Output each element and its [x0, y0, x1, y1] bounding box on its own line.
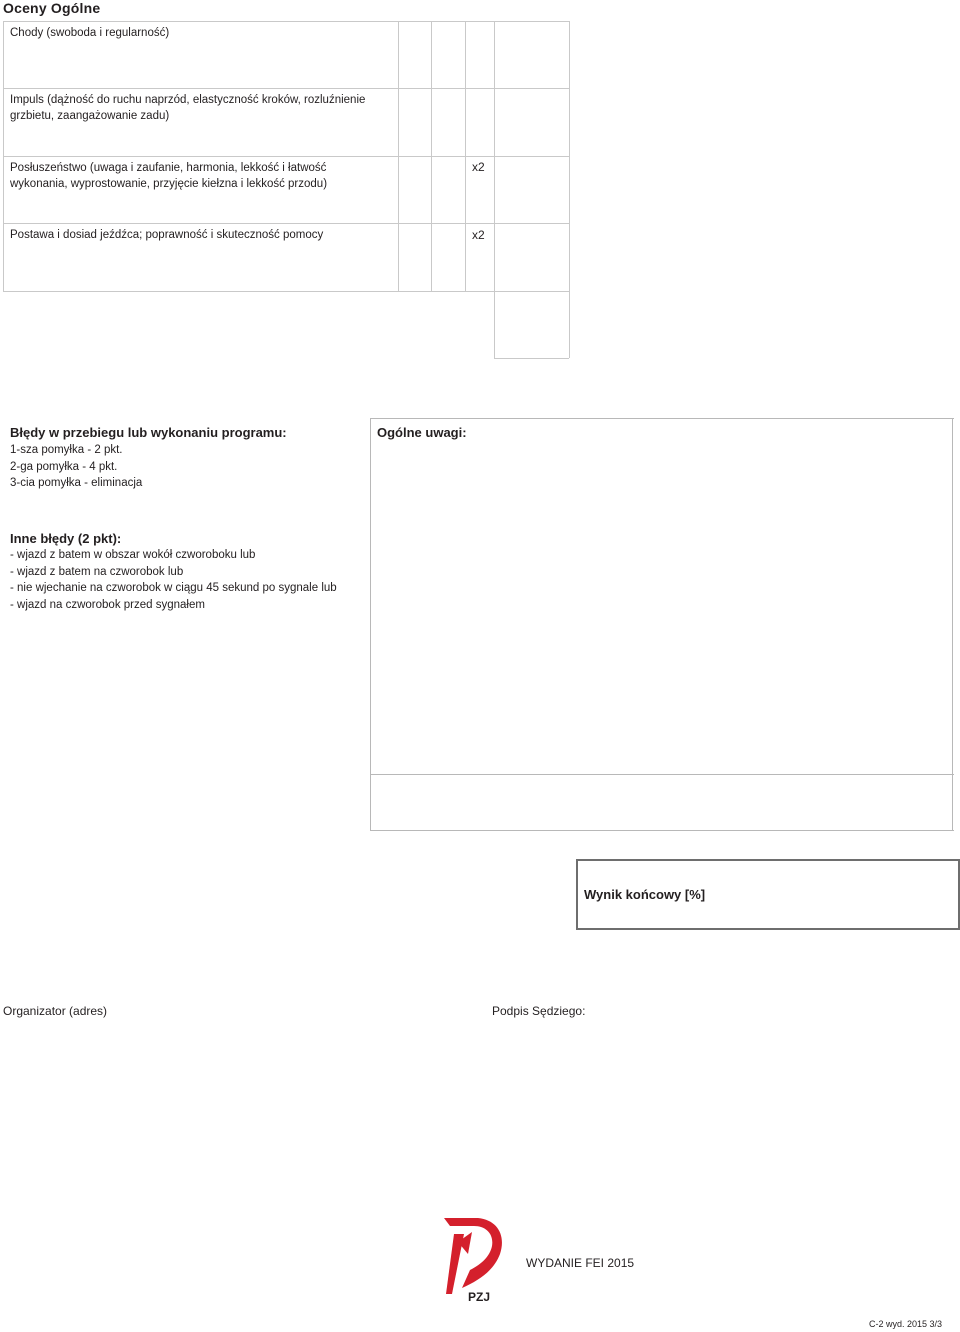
other-errors-list [10, 547, 337, 613]
errors-list [10, 442, 287, 492]
criterion-impulsion [10, 92, 365, 124]
table-line [494, 358, 569, 359]
box-border [370, 830, 954, 831]
criterion-text: Impuls (dążność do ruchu naprzód, elastyczność kroków, rozluźnienie [10, 94, 366, 106]
list-item: 1-sza pomyłka - 2 pkt. [10, 444, 123, 456]
criterion-rider [10, 227, 323, 243]
criterion-text: Postawa i dosiad jeźdźca; poprawność i skuteczność pomocy [10, 229, 324, 241]
table-line [494, 21, 495, 358]
criterion-gaits [10, 25, 169, 41]
judge-signature-label: Podpis Sędziego: [492, 1004, 586, 1018]
edition-label: WYDANIE FEI 2015 [526, 1256, 635, 1270]
errors-title: Błędy w przebiegu lub wykonaniu programu: [10, 425, 287, 440]
table-line [3, 88, 569, 89]
table-line [3, 223, 569, 224]
logo-text: PZJ [468, 1290, 491, 1304]
multiplier: x2 [472, 228, 485, 242]
page-title: Oceny Ogólne [3, 0, 101, 16]
table-line [465, 21, 466, 291]
list-item: - wjazd na czworobok przed sygnałem [10, 598, 205, 611]
final-result-label: Wynik końcowy [%] [584, 887, 706, 902]
list-item: - wjazd z batem na czworobok lub [10, 565, 184, 578]
organizer-label: Organizator (adres) [3, 1004, 108, 1018]
box-border [952, 418, 953, 831]
criterion-submission [10, 160, 327, 192]
other-errors-title: Inne błędy (2 pkt): [10, 531, 122, 546]
remarks-box [370, 418, 954, 831]
table-line [3, 291, 569, 292]
box-divider [370, 774, 954, 775]
table-line [431, 21, 432, 291]
table-line [3, 21, 4, 291]
criterion-text: Posłuszeństwo (uwaga i zaufanie, harmonia, lekkość i łatwość [10, 162, 327, 174]
table-line [569, 21, 570, 358]
box-border [370, 418, 954, 419]
list-item: 3-cia pomyłka - eliminacja [10, 477, 143, 489]
pzj-logo [440, 1214, 510, 1306]
criterion-text: grzbietu, zaangażowanie zadu) [10, 110, 170, 122]
criterion-text: wykonania, wyprostowanie, przyjęcie kiełzna i lekkość przodu) [10, 178, 328, 190]
list-item: 2-ga pomyłka - 4 pkt. [10, 460, 118, 473]
box-border [370, 418, 371, 831]
table-line [3, 21, 569, 22]
list-item: - nie wjechanie na czworobok w ciągu 45 sekund po sygnale lub [10, 582, 337, 594]
criterion-text: Chody (swoboda i regularność) [10, 27, 170, 39]
document-code: C-2 wyd. 2015 3/3 [869, 1319, 943, 1329]
other-errors-section [10, 531, 337, 613]
multiplier: x2 [472, 160, 485, 174]
table-line [3, 156, 569, 157]
list-item: - wjazd z batem w obszar wokół czworoboku lub [10, 549, 256, 561]
errors-section [10, 425, 287, 492]
remarks-title: Ogólne uwagi: [377, 425, 467, 440]
table-line [398, 21, 399, 291]
